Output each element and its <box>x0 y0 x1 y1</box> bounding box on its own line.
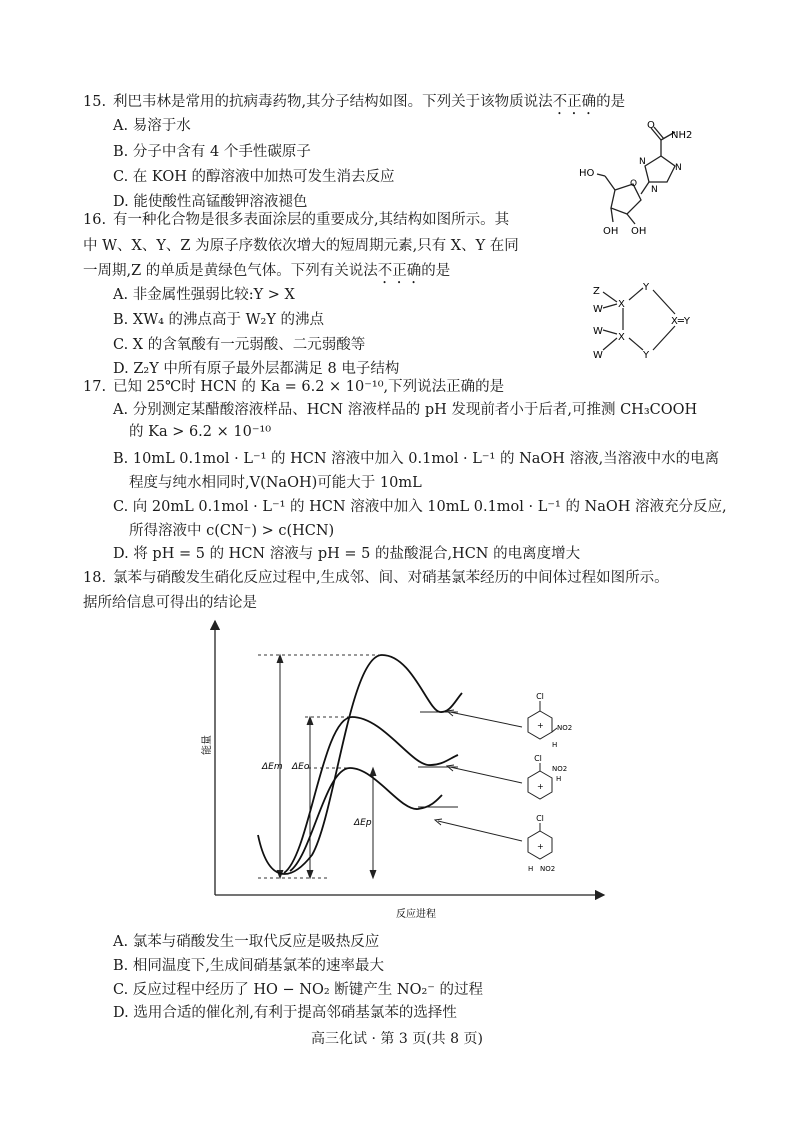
option-d: D. 能使酸性高锰酸钾溶液褪色 <box>113 194 308 210</box>
option-b: B. 相同温度下,生成间硝基氯苯的速率最大 <box>113 958 384 974</box>
delta-eo-label: ΔEo <box>292 762 310 772</box>
stem-text: 的是 <box>421 263 451 279</box>
ring-n-label: N <box>639 157 646 167</box>
stem-text: 已知 25℃时 HCN 的 Ka = 6.2 × 10⁻¹⁰,下列说法正确的是 <box>113 379 505 395</box>
plus-label: + <box>537 842 544 851</box>
ring-o-label: O <box>630 179 638 189</box>
y-label: Y <box>643 282 650 293</box>
stem-text: 一周期,Z 的单质是黄绿色气体。下列有关说法 <box>83 263 378 279</box>
x-axis-label: 反应进程 <box>396 909 436 920</box>
y-label: Y <box>643 350 650 361</box>
w-label: W <box>593 304 603 315</box>
option-c: C. X 的含氧酸有一元弱酸、二元弱酸等 <box>113 337 366 353</box>
option-d: D. 选用合适的催化剂,有利于提高邻硝基氯苯的选择性 <box>113 1005 457 1021</box>
stem-line: 据所给信息可得出的结论是 <box>83 595 257 611</box>
h-label: H <box>552 741 558 749</box>
carbonyl-o-label: O <box>647 120 655 131</box>
xy-label: X═Y <box>671 316 690 327</box>
nh2-label: NH2 <box>671 130 693 141</box>
option-b: B. 10mL 0.1mol · L⁻¹ 的 HCN 溶液中加入 0.1mol · L⁻¹ 的 NaOH 溶液,当溶液中水的电离 <box>113 451 720 467</box>
option-b-cont: 程度与纯水相同时,V(NaOH)可能大于 10mL <box>129 475 422 491</box>
ring-n-label: N <box>675 163 682 173</box>
stem-text: 有一种化合物是很多表面涂层的重要成分,其结构如图所示。其 <box>113 212 510 228</box>
option-c: C. 向 20mL 0.1mol · L⁻¹ 的 HCN 溶液中加入 10mL 0.1mol · L⁻¹ 的 NaOH 溶液充分反应, <box>113 499 727 515</box>
option-c-cont: 所得溶液中 c(CN⁻) > c(HCN) <box>129 523 335 539</box>
emphasis-text: 不正确 <box>552 94 597 110</box>
option-d: D. Z₂Y 中所有原子最外层都满足 8 电子结构 <box>113 361 400 377</box>
question-number: 17. <box>83 379 107 395</box>
h-label: H <box>556 775 562 783</box>
question-18-stem <box>83 565 669 591</box>
option-c: C. 反应过程中经历了 HO − NO₂ 断键产生 NO₂⁻ 的过程 <box>113 982 484 998</box>
emphasis-text: 不正确 <box>377 263 422 279</box>
h-label: H <box>528 865 534 873</box>
w-label: W <box>593 326 603 337</box>
option-a: A. 非金属性强弱比较:Y > X <box>113 287 295 303</box>
delta-ep-label: ΔEp <box>354 818 372 828</box>
w-label: W <box>593 350 603 361</box>
plus-label: + <box>537 721 544 730</box>
delta-em-label: ΔEm <box>262 762 283 772</box>
x-label: X <box>618 332 625 343</box>
stem-text: 氯苯与硝酸发生硝化反应过程中,生成邻、间、对硝基氯苯经历的中间体过程如图所示。 <box>113 570 669 586</box>
ring-n-label: N <box>651 185 658 195</box>
oh-label: OH <box>631 226 647 237</box>
no2-label: NO2 <box>540 865 556 873</box>
cl-label: Cl <box>536 692 544 701</box>
ho-label: HO <box>579 168 595 179</box>
stem-text: 的是 <box>596 94 626 110</box>
x-label: X <box>618 299 625 310</box>
option-a: A. 易溶于水 <box>113 118 191 134</box>
ortho-intermediate <box>528 754 567 799</box>
option-b: B. XW₄ 的沸点高于 W₂Y 的沸点 <box>113 312 325 328</box>
oh-label: OH <box>603 226 619 237</box>
plus-label: + <box>537 782 544 791</box>
option-c: C. 在 KOH 的醇溶液中加热可发生消去反应 <box>113 169 395 185</box>
option-d: D. 将 pH = 5 的 HCN 溶液与 pH = 5 的盐酸混合,HCN 的电离度增大 <box>113 546 581 562</box>
option-a: A. 分别测定某醋酸溶液样品、HCN 溶液样品的 pH 发现前者小于后者,可推测 CH₃COOH <box>113 402 698 418</box>
option-a: A. 氯苯与硝酸发生一取代反应是吸热反应 <box>113 934 380 950</box>
page-footer: 高三化试 · 第 3 页(共 8 页) <box>311 1031 483 1047</box>
stem-text: 利巴韦林是常用的抗病毒药物,其分子结构如图。下列关于该物质说法 <box>113 94 553 110</box>
z-label: Z <box>593 286 600 297</box>
question-number: 16. <box>83 212 107 228</box>
cl-label: Cl <box>536 814 544 823</box>
stem-line: 中 W、X、Y、Z 为原子序数依次增大的短周期元素,只有 X、Y 在同 <box>83 238 519 254</box>
ribavirin-structure <box>575 118 725 238</box>
compound-structure <box>585 278 715 366</box>
no2-label: NO2 <box>552 765 568 773</box>
option-b: B. 分子中含有 4 个手性碳原子 <box>113 144 311 160</box>
energy-profile-diagram <box>200 615 620 925</box>
para-intermediate <box>528 814 555 873</box>
option-a-cont: 的 Ka > 6.2 × 10⁻¹⁰ <box>129 424 272 440</box>
no2-label: NO2 <box>557 724 573 732</box>
y-axis-label: 能量 <box>202 735 213 755</box>
question-number: 18. <box>83 570 107 586</box>
question-number: 15. <box>83 94 107 110</box>
cl-label: Cl <box>534 754 542 763</box>
meta-intermediate <box>528 692 572 749</box>
question-16-stem <box>83 207 509 233</box>
